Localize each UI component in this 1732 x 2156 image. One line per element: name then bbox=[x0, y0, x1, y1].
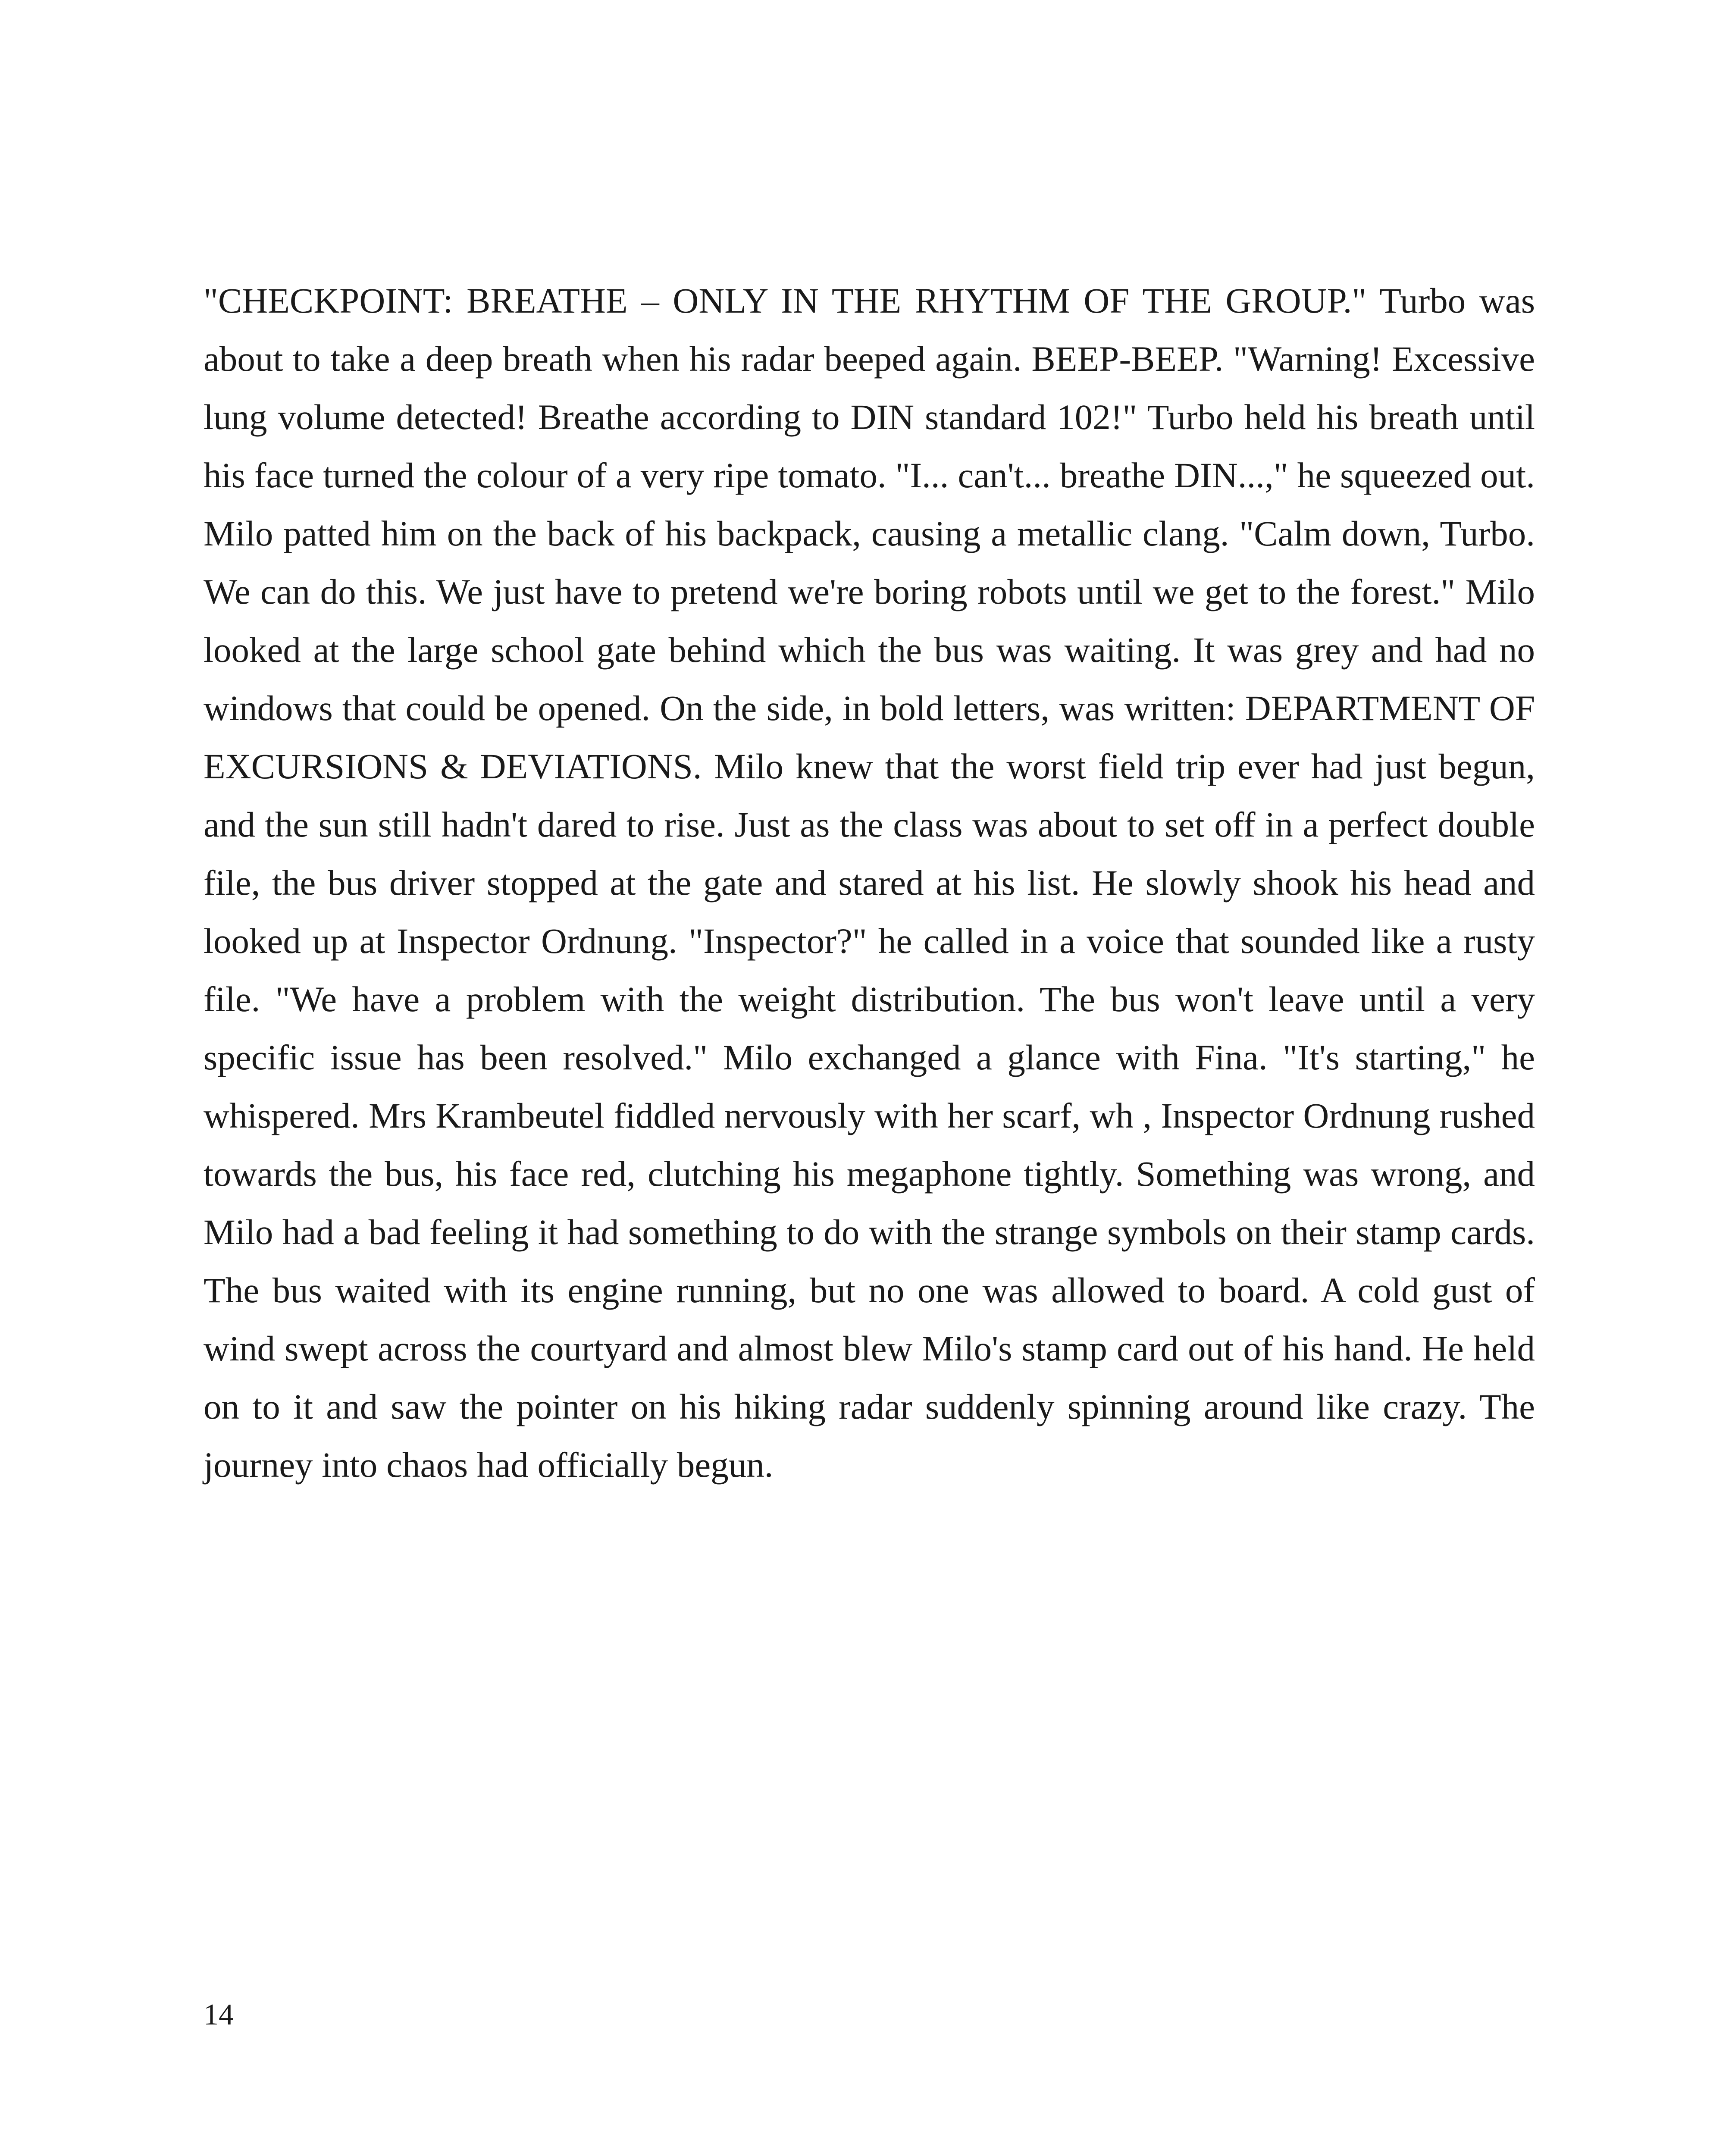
page-number: 14 bbox=[204, 1998, 234, 2031]
body-paragraph: "CHECKPOINT: BREATHE – ONLY IN THE RHYTHM OF THE GROUP." Turbo was about to take a deep breath when his radar beeped again. BEEP-BEEP. "Warning! Excessive lung volume detected! Breathe according to DIN standard 102!" Turbo held his breath until his face turned the colour of a very ripe tomato. "I... can't... breathe DIN...," he squeezed out. Milo patted him on the back of his backpack, causing a metallic clang. "Calm down, Turbo. We can do this. We just have to pretend we're boring robots until we get to the forest." Milo looked at the large school gate behind which the bus was waiting. It was grey and had no windows that could be opened. On the side, in bold letters, was written: DEPARTMENT OF EXCURSIONS & DEVIATIONS. Milo knew that the worst field trip ever had just begun, and the sun still hadn't dared to rise. Just as the class was about to set off in a perfect double file, the bus driver stopped at the gate and stared at his list. He slowly shook his head and looked up at Inspector Ordnung. "Inspector?" he called in a voice that sounded like a rusty file. "We have a problem with the weight distribution. The bus won't leave until a very specific issue has been resolved." Milo exchanged a glance with Fina. "It's starting," he whispered. Mrs Krambeutel fiddled nervously with her scarf, wh , Inspector Ordnung rushed towards the bus, his face red, clutching his megaphone tightly. Something was wrong, and Milo had a bad feeling it had something to do with the strange symbols on their stamp cards. The bus waited with its engine running, but no one was allowed to board. A cold gust of wind swept across the courtyard and almost blew Milo's stamp card out of his hand. He held on to it and saw the pointer on his hiking radar suddenly spinning around like crazy. The journey into chaos had officially begun. bbox=[204, 281, 1535, 1485]
